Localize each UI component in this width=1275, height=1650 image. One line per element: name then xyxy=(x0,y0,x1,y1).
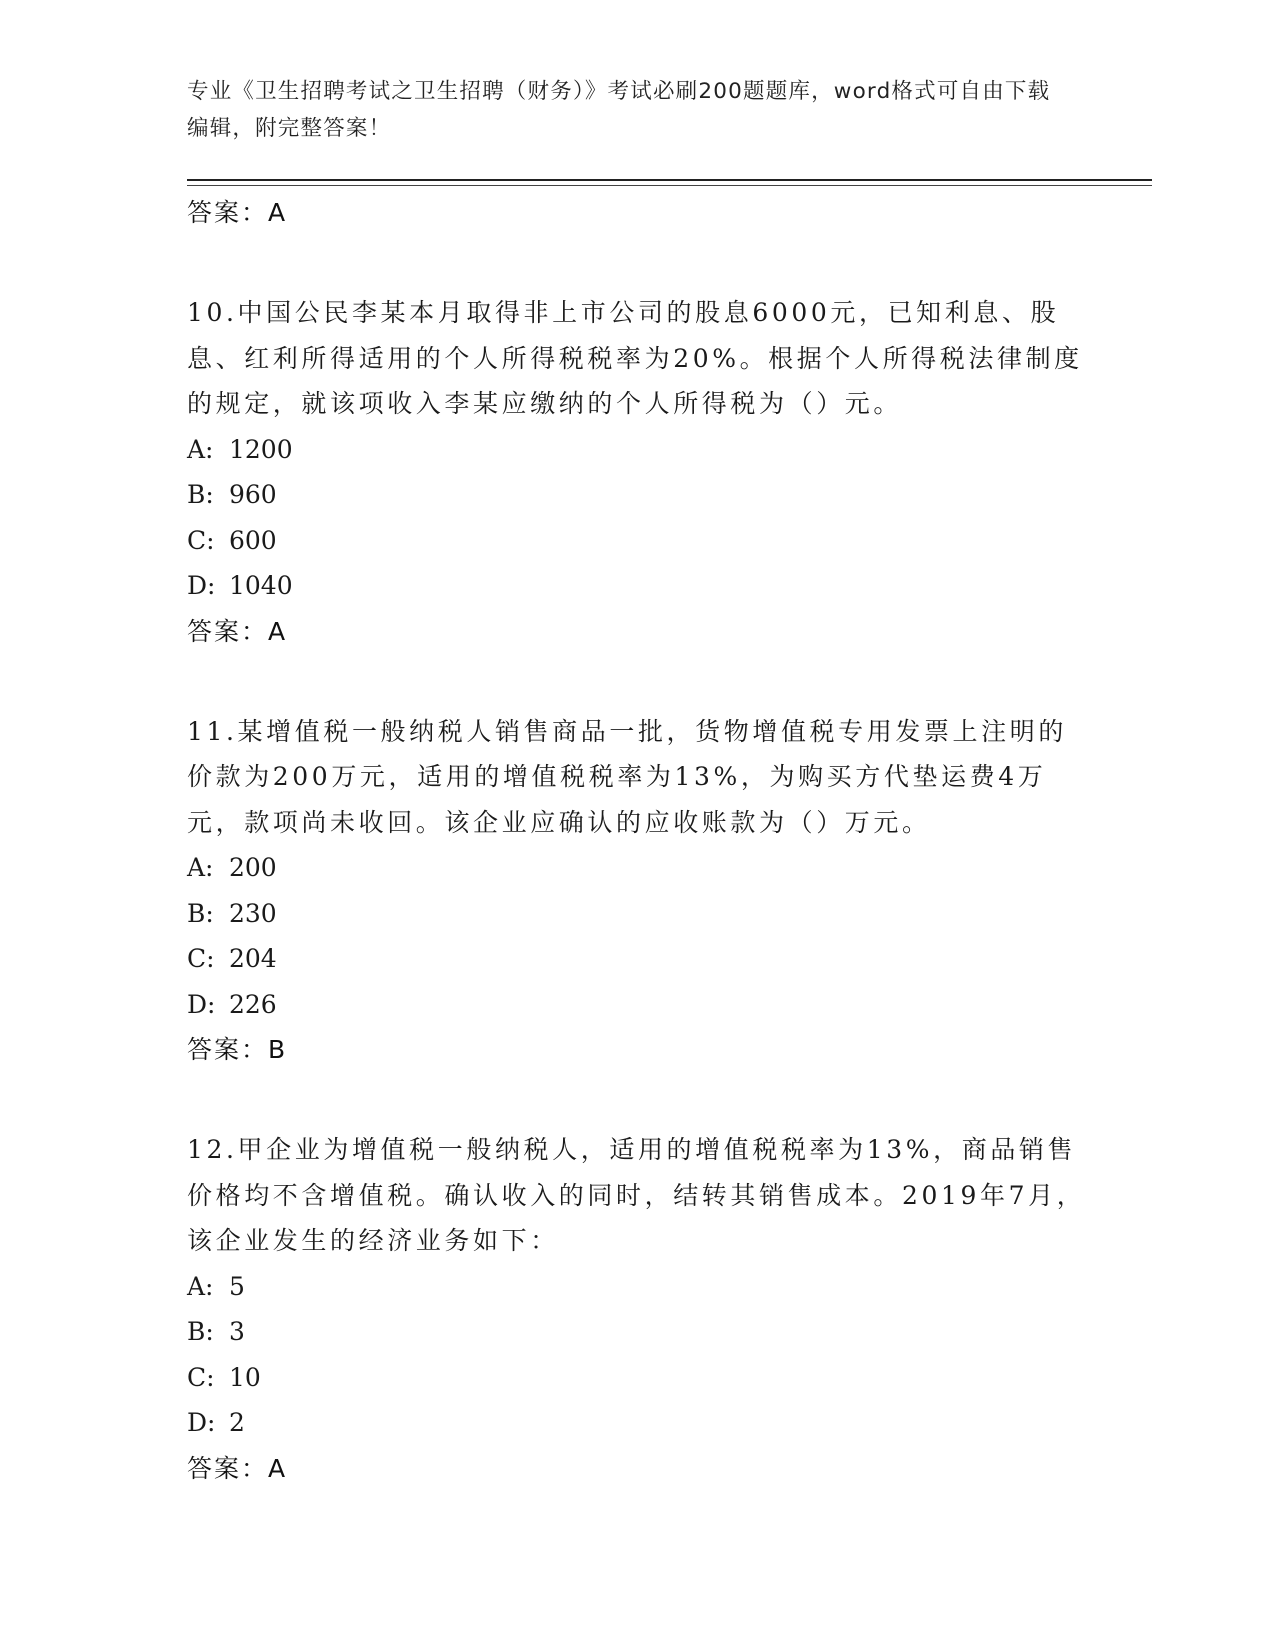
option-value: 1200 xyxy=(229,434,293,464)
option-value: 10 xyxy=(229,1362,261,1392)
option-d xyxy=(187,1400,1087,1446)
option-letter: A: xyxy=(187,853,214,882)
option-value: 2 xyxy=(229,1408,245,1437)
option-value: 204 xyxy=(229,944,277,973)
answer-line: 答案：B xyxy=(187,1035,288,1064)
option-value: 600 xyxy=(229,525,277,555)
page-header: 专业《卫生招聘考试之卫生招聘（财务）》考试必刷200题题库，word格式可自由下载编辑，附完整答案！ xyxy=(187,79,1051,141)
option-b xyxy=(187,1309,1087,1355)
option-value: 5 xyxy=(229,1271,245,1301)
document-body xyxy=(187,190,1087,1492)
option-value: 230 xyxy=(229,898,277,928)
option-a xyxy=(187,427,1087,473)
option-c xyxy=(187,1355,1087,1401)
option-value: 960 xyxy=(229,480,277,509)
option-letter: C: xyxy=(187,525,215,555)
answer-line: 答案：A xyxy=(187,616,288,646)
option-a xyxy=(187,845,1087,891)
option-letter: D: xyxy=(187,1408,216,1437)
option-letter: A: xyxy=(187,1271,214,1301)
option-letter: B: xyxy=(187,1317,214,1346)
option-b xyxy=(187,472,1087,518)
option-letter: D: xyxy=(187,571,216,600)
question-10 xyxy=(187,290,1087,655)
answer-line: 答案：A xyxy=(187,1453,288,1483)
option-letter: A: xyxy=(187,434,214,464)
option-d xyxy=(187,563,1087,609)
answer-line: 答案：A xyxy=(187,198,288,227)
header-rule-thick xyxy=(187,179,1152,181)
option-b xyxy=(187,891,1087,937)
option-d xyxy=(187,982,1087,1028)
option-value: 200 xyxy=(229,853,277,882)
question-11 xyxy=(187,709,1087,1074)
option-value: 3 xyxy=(229,1317,245,1346)
option-letter: C: xyxy=(187,1362,215,1392)
option-value: 1040 xyxy=(229,571,293,600)
option-letter: C: xyxy=(187,944,215,973)
question-stem: 10.中国公民李某本月取得非上市公司的股息6000元，已知利息、股息、红利所得适用的个人所得税税率为20%。根据个人所得税法律制度的规定，就该项收入李某应缴纳的个人所得税为（）元。 xyxy=(187,298,1083,418)
option-c xyxy=(187,936,1087,982)
option-letter: B: xyxy=(187,898,214,928)
option-letter: B: xyxy=(187,480,214,509)
question-stem: 12.甲企业为增值税一般纳税人，适用的增值税税率为13%，商品销售价格均不含增值税。确认收入的同时，结转其销售成本。2019年7月，该企业发生的经济业务如下： xyxy=(187,1135,1086,1255)
header-rule-thin xyxy=(187,185,1152,186)
question-12 xyxy=(187,1127,1087,1492)
option-value: 226 xyxy=(229,989,277,1019)
question-stem: 11.某增值税一般纳税人销售商品一批，货物增值税专用发票上注明的价款为200万元，适用的增值税税率为13%，为购买方代垫运费4万元，款项尚未收回。该企业应确认的应收账款为（）万元。 xyxy=(187,716,1067,837)
option-letter: D: xyxy=(187,989,216,1019)
option-c xyxy=(187,518,1087,564)
option-a xyxy=(187,1264,1087,1310)
